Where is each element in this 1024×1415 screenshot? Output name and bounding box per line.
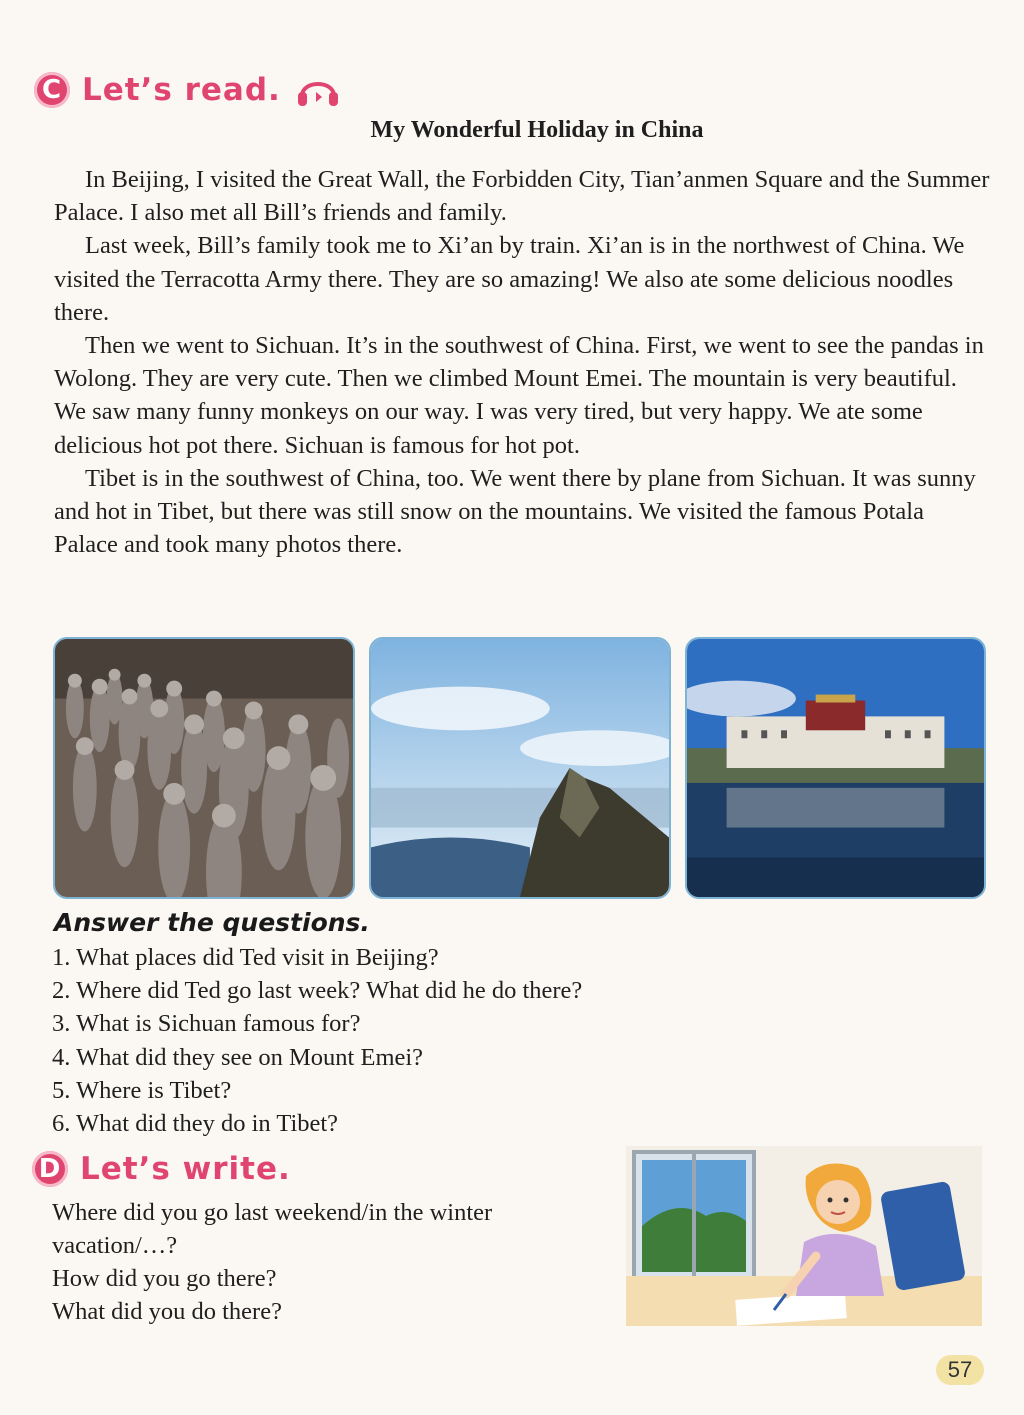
- write-prompt-line: vacation/…?: [52, 1232, 178, 1259]
- terracotta-army-photo: [53, 637, 355, 899]
- story-text: [54, 163, 994, 561]
- question-item: 4. What did they see on Mount Emei?: [52, 1043, 424, 1071]
- questions-list: [52, 941, 582, 1140]
- section-c-badge: C: [34, 72, 70, 108]
- question-item: 1. What places did Ted visit in Beijing?: [52, 944, 439, 971]
- girl-writing-illustration: [626, 1146, 982, 1326]
- write-prompts: [52, 1196, 617, 1328]
- page-number: 57: [936, 1355, 984, 1385]
- headphones-icon[interactable]: [295, 70, 341, 110]
- story-title: My Wonderful Holiday in China: [370, 117, 704, 143]
- story-paragraph: In Beijing, I visited the Great Wall, the Forbidden City, Tian’anmen Square and the Summer Palace. I also met all Bill’s friends and family.: [54, 166, 990, 227]
- potala-palace-photo: [685, 637, 986, 899]
- story-paragraph: Last week, Bill’s family took me to Xi’an by train. Xi’an is in the northwest of China. We visited the Terracotta Army there. They are so amazing! We also ate some delicious noodles there.: [54, 232, 965, 326]
- section-c-heading: [34, 70, 341, 110]
- write-prompt-line: How did you go there?: [52, 1265, 277, 1292]
- story-paragraph: Tibet is in the southwest of China, too. We went there by plane from Sichuan. It was sunny and hot in Tibet, but there was still snow on the mountains. We visited the famous Potala Palace and took many photos there.: [54, 464, 976, 559]
- story-paragraph: Then we went to Sichuan. It’s in the southwest of China. First, we went to see the pandas in Wolong. They are very cute. Then we climbed Mount Emei. The mountain is very beautiful. We saw many funny monkeys on our way. I was very tired, but very happy. We ate some delicious hot pot there. Sichuan is famous for hot pot.: [54, 332, 984, 459]
- question-item: 3. What is Sichuan famous for?: [52, 1010, 361, 1038]
- section-d-title: Let’s write.: [80, 1151, 291, 1187]
- section-d-badge: D: [32, 1151, 68, 1187]
- questions-heading: Answer the questions.: [54, 908, 370, 937]
- question-item: 5. Where is Tibet?: [52, 1076, 232, 1104]
- section-c-title: Let’s read.: [82, 72, 281, 108]
- mount-emei-photo: [369, 637, 671, 899]
- write-prompt-line: What did you do there?: [52, 1298, 282, 1325]
- question-item: 6. What did they do in Tibet?: [52, 1110, 339, 1138]
- question-item: 2. Where did Ted go last week? What did he do there?: [52, 977, 583, 1005]
- write-prompt-line: Where did you go last weekend/in the winter: [52, 1199, 493, 1226]
- section-d-heading: [32, 1151, 291, 1187]
